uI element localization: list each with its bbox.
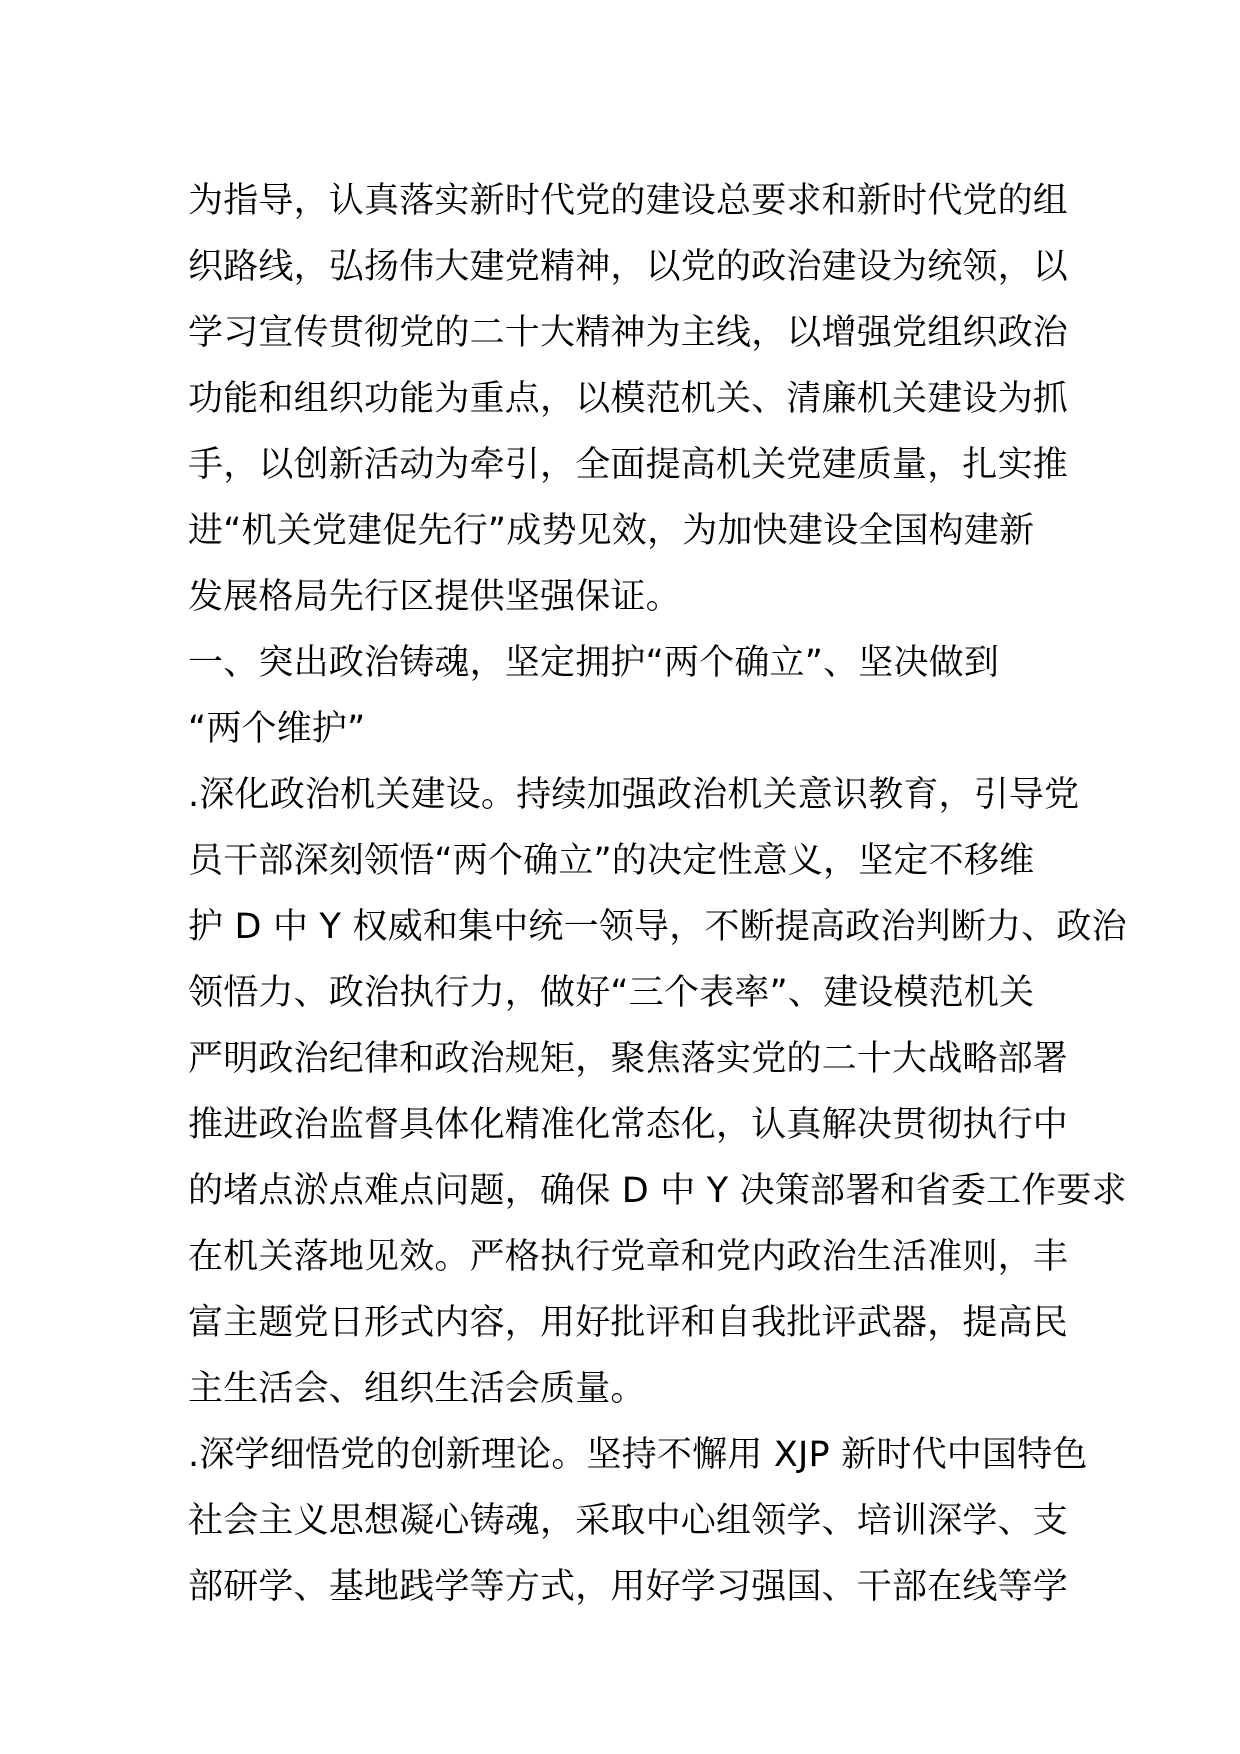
text-line: 社会主义思想凝心铸魂，采取中心组领学、培训深学、支 — [188, 1501, 1069, 1541]
text-line: 护 D 中 Y 权威和集中统一领导，不断提高政治判断力、政治 — [188, 907, 1127, 947]
text-line: 员干部深刻领悟“两个确立”的决定性意义，坚定不移维 — [188, 841, 1035, 881]
text-line: 在机关落地见效。严格执行党章和党内政治生活准则，丰 — [188, 1237, 1069, 1277]
text-line: 学习宣传贯彻党的二十大精神为主线，以增强党组织政治 — [188, 313, 1069, 353]
section-heading-line: “两个维护” — [188, 709, 366, 749]
text-line: 功能和组织功能为重点，以模范机关、清廉机关建设为抓 — [188, 379, 1069, 419]
text-line: .深学细悟党的创新理论。坚持不懈用 XJP 新时代中国特色 — [188, 1435, 1088, 1475]
text-line: 发展格局先行区提供坚强保证。 — [188, 577, 681, 617]
text-line: 织路线，弘扬伟大建党精神，以党的政治建设为统领，以 — [188, 247, 1069, 287]
section-heading-line: 一、突出政治铸魂，坚定拥护“两个确立”、坚决做到 — [188, 643, 1000, 683]
text-line: 的堵点淤点难点问题，确保 D 中 Y 决策部署和省委工作要求 — [188, 1171, 1127, 1211]
text-line: 领悟力、政治执行力，做好“三个表率”、建设模范机关 — [188, 973, 1035, 1013]
text-line: 严明政治纪律和政治规矩，聚焦落实党的二十大战略部署 — [188, 1039, 1069, 1079]
text-line: 主生活会、组织生活会质量。 — [188, 1369, 646, 1409]
text-line: 富主题党日形式内容，用好批评和自我批评武器，提高民 — [188, 1303, 1069, 1343]
text-line: 推进政治监督具体化精准化常态化，认真解决贯彻执行中 — [188, 1105, 1069, 1145]
text-line: 部研学、基地践学等方式，用好学习强国、干部在线等学 — [188, 1567, 1069, 1607]
text-line: .深化政治机关建设。持续加强政治机关意识教育，引导党 — [188, 775, 1080, 815]
document-body — [188, 168, 1127, 1620]
text-line: 为指导，认真落实新时代党的建设总要求和新时代党的组 — [188, 181, 1069, 221]
text-line: 手，以创新活动为牵引，全面提高机关党建质量，扎实推 — [188, 445, 1069, 485]
text-line: 进“机关党建促先行”成势见效，为加快建设全国构建新 — [188, 511, 1035, 551]
